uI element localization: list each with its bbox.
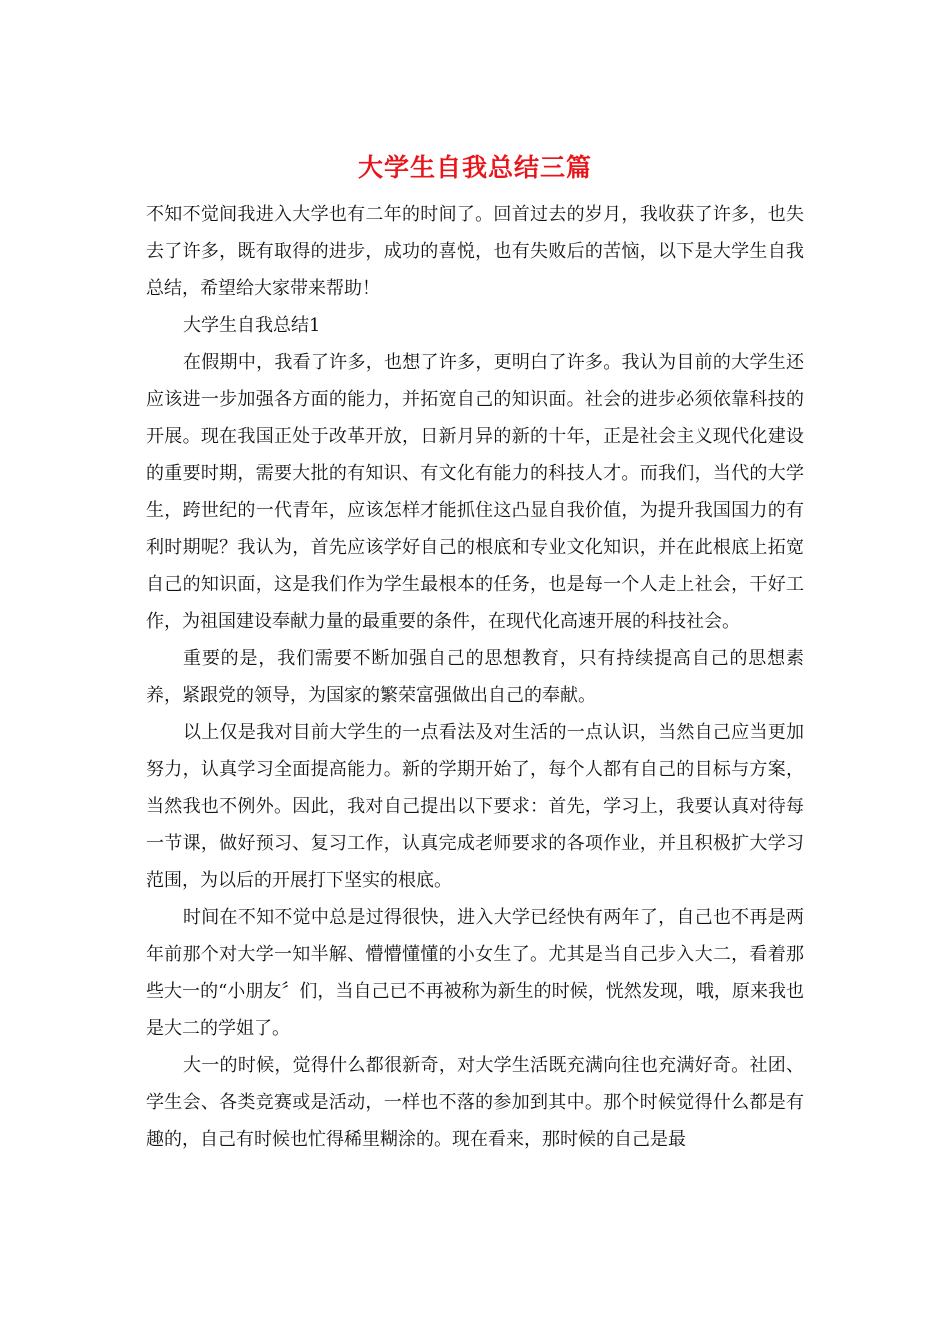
body-paragraph-1: 在假期中，我看了许多，也想了许多，更明白了许多。我认为目前的大学生还应该进一步加强各方面的能力，并拓宽自己的知识面。社会的进步必须依靠科技的开展。现在我国正处于改革开放，日新月异的新的十年，正是社会主义现代化建设的重要时期，需要大批的有知识、有文化有能力的科技人才。而我们，当代的大学生，跨世纪的一代青年，应该怎样才能抓住这凸显自我价值，为提升我国国力的有利时期呢？我认为，首先应该学好自己的根底和专业文化知识，并在此根底上拓宽自己的知识面，这是我们作为学生最根本的任务，也是每一个人走上社会，干好工作，为祖国建设奉献力量的最重要的条件，在现代化高速开展的科技社会。	[146, 352, 804, 632]
body-paragraph-3: 以上仅是我对目前大学生的一点看法及对生活的一点认识，当然自己应当更加努力，认真学习全面提高能力。新的学期开始了，每个人都有自己的目标与方案，当然我也不例外。因此，我对自己提出以下要求：首先，学习上，我要认真对待每一节课，做好预习、复习工作，认真完成老师要求的各项作业，并且积极扩大学习范围，为以后的开展打下坚实的根底。	[146, 722, 804, 891]
body-paragraph-4: 时间在不知不觉中总是过得很快，进入大学已经快有两年了，自己也不再是两年前那个对大学一知半解、懵懵懂懂的小女生了。尤其是当自己步入大二，看着那些大一的“小朋友〞们，当自己已不再被称为新生的时候，恍然发现，哦，原来我也是大二的学姐了。	[146, 907, 804, 1039]
intro-paragraph: 不知不觉间我进入大学也有二年的时间了。回首过去的岁月，我收获了许多，也失去了许多，既有取得的进步，成功的喜悦，也有失败后的苦恼，以下是大学生自我总结，希望给大家带来帮助！	[146, 204, 804, 299]
body-paragraph-2: 重要的是，我们需要不断加强自己的思想教育，只有持续提高自己的思想素养，紧跟党的领导，为国家的繁荣富强做出自己的奉献。	[146, 648, 804, 706]
section-heading: 大学生自我总结1	[183, 315, 321, 336]
document-title: 大学生自我总结三篇	[357, 153, 592, 182]
body-paragraph-5: 大一的时候，觉得什么都很新奇，对大学生活既充满向往也充满好奇。社团、学生会、各类竞赛或是活动，一样也不落的参加到其中。那个时候觉得什么都是有趣的，自己有时候也忙得稀里糊涂的。现在看来，那时候的自己是最	[146, 1055, 804, 1150]
document-body	[146, 196, 804, 1158]
